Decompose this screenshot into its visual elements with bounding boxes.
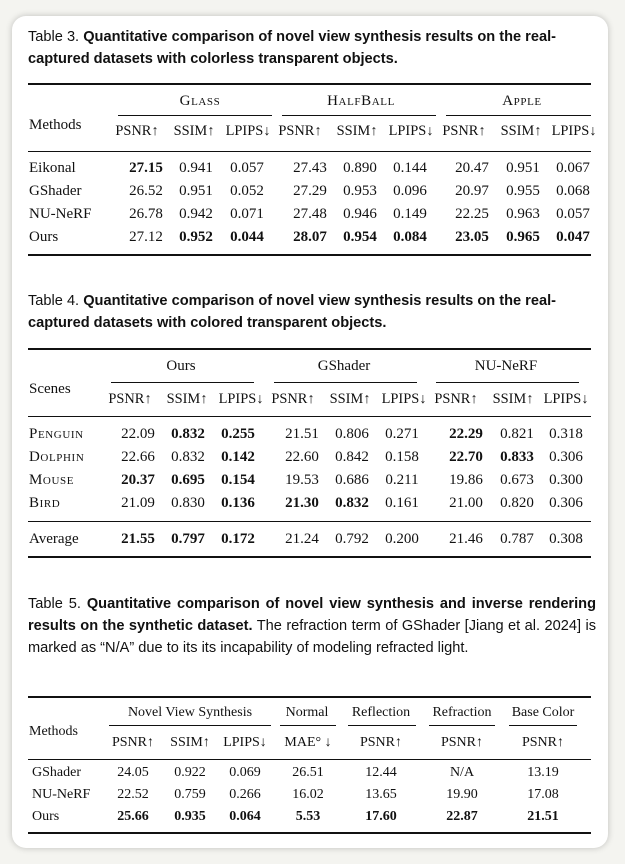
table3-row-label: Ours	[29, 229, 59, 245]
table4-cell: 0.806	[335, 426, 369, 442]
table3-cell: 0.953	[343, 183, 377, 199]
table3-metric: PSNR↑	[115, 123, 159, 139]
table3-cell: 27.43	[293, 160, 327, 176]
table4-metric: PSNR↑	[434, 391, 478, 407]
table5-cell: 22.87	[446, 809, 478, 824]
table4-average-cell: 21.55	[121, 531, 155, 547]
table4-average-cell: 21.24	[285, 531, 319, 547]
table3-cell: 0.952	[179, 229, 213, 245]
table4-cell: 0.832	[335, 495, 369, 511]
table4-cell: 0.136	[221, 495, 255, 511]
table3-cell: 0.144	[393, 160, 427, 176]
table3-header-rule	[28, 151, 591, 152]
table3-cell: 0.951	[506, 160, 540, 176]
table5-metric: PSNR↑	[359, 735, 403, 750]
table5-metric: PSNR↑	[521, 735, 565, 750]
table4-cell: 0.673	[500, 472, 534, 488]
table3-bottom-rule	[28, 254, 591, 256]
table4-bottom-rule	[28, 556, 591, 558]
table3-metric: SSIM↑	[173, 123, 215, 139]
table3-group-rule	[118, 115, 272, 116]
table3-cell: 0.068	[556, 183, 590, 199]
table4-metric: LPIPS↓	[218, 391, 264, 407]
table5-group-rule	[280, 725, 336, 726]
table3-cell: 0.951	[179, 183, 213, 199]
table4-cell: 0.318	[549, 426, 583, 442]
table5-cell: 12.44	[365, 765, 397, 780]
table3-group-halfball: HalfBall	[327, 93, 395, 109]
table3-caption-label: Table 3.	[28, 29, 80, 45]
table4-group-ours: Ours	[166, 358, 196, 374]
table4-metric: SSIM↑	[329, 391, 371, 407]
paper-card	[12, 16, 608, 848]
table5-group-base-color: Base Color	[511, 705, 575, 720]
table3-cell: 27.15	[129, 160, 163, 176]
table3-cell: 0.149	[393, 206, 427, 222]
table4-metric: SSIM↑	[166, 391, 208, 407]
table4-cell: 0.830	[171, 495, 205, 511]
table3-cell: 0.057	[556, 206, 590, 222]
table3-cell: 26.78	[129, 206, 163, 222]
table3-cell: 20.97	[455, 183, 489, 199]
table4-row-label: Dolphin	[29, 449, 85, 465]
table5-metric: MAE° ↓	[284, 735, 332, 750]
table5-metric: SSIM↑	[170, 735, 210, 750]
table5-cell: 0.069	[229, 765, 261, 780]
table5-cell: 19.90	[446, 787, 478, 802]
table3-cell: 0.954	[343, 229, 377, 245]
table5-bottom-rule	[28, 832, 591, 834]
table3-cell: 0.941	[179, 160, 213, 176]
table3-metric: LPIPS↓	[388, 123, 434, 139]
table4-cell: 0.300	[549, 472, 583, 488]
table4-cell: 0.154	[221, 472, 255, 488]
table3-row-label: Eikonal	[29, 160, 76, 176]
table5-cell: 0.759	[174, 787, 206, 802]
table4-group-rule	[436, 382, 579, 383]
table4-cell: 0.820	[500, 495, 534, 511]
table4-cell: 22.66	[121, 449, 155, 465]
table3-metric: SSIM↑	[336, 123, 378, 139]
table3-cell: 0.965	[506, 229, 540, 245]
table5-cell: 22.52	[117, 787, 149, 802]
table4-metric: SSIM↑	[492, 391, 534, 407]
table4-cell: 0.695	[171, 472, 205, 488]
table4-cell: 0.686	[335, 472, 369, 488]
table3-cell: 0.955	[506, 183, 540, 199]
table4-top-rule	[28, 348, 591, 350]
table5-group-rule	[429, 725, 495, 726]
table3-cell: 0.096	[393, 183, 427, 199]
table3-cell: 0.946	[343, 206, 377, 222]
table4-row-label: Mouse	[29, 472, 75, 488]
table4-cell: 0.833	[500, 449, 534, 465]
table3-cell: 0.067	[556, 160, 590, 176]
table3-row-label: GShader	[29, 183, 82, 199]
table4-metric: LPIPS↓	[381, 391, 427, 407]
table5-cell: 0.922	[174, 765, 206, 780]
table5-cell: 0.266	[229, 787, 261, 802]
table4-average-cell: 21.46	[449, 531, 483, 547]
table4-cell: 0.255	[221, 426, 255, 442]
table5-caption-bold: Quantitative comparison of novel view synthesis and inverse rendering results on the synthetic dataset.	[28, 596, 596, 634]
table5-caption	[28, 593, 596, 659]
table5-group-normal: Normal	[285, 705, 329, 720]
table3-metric: LPIPS↓	[551, 123, 597, 139]
table5-cell: 13.65	[365, 787, 397, 802]
table4-group-rule	[111, 382, 254, 383]
table5-cell: 17.08	[527, 787, 559, 802]
table4-caption-label: Table 4.	[28, 293, 80, 309]
table4-cell: 22.09	[121, 426, 155, 442]
table3-cell: 27.29	[293, 183, 327, 199]
table4-group-nu-nerf: NU-NeRF	[474, 358, 538, 374]
table4-cell: 22.29	[449, 426, 483, 442]
table4-row-label: Bird	[29, 495, 61, 511]
table5-metric: LPIPS↓	[223, 735, 267, 750]
table5-cell: 16.02	[292, 787, 324, 802]
table5-cell: 5.53	[295, 809, 321, 824]
table5-row-label: Ours	[32, 809, 60, 824]
table4-metric: PSNR↑	[108, 391, 152, 407]
table5-caption-label: Table 5.	[28, 596, 81, 612]
table3-cell: 0.052	[230, 183, 264, 199]
table5-group-refraction: Refraction	[432, 705, 492, 720]
table5-row-label: GShader	[32, 765, 81, 780]
table4-cell: 0.161	[385, 495, 419, 511]
table4-average-cell: 0.797	[171, 531, 205, 547]
table3-metric: PSNR↑	[278, 123, 322, 139]
table5-group-rule	[348, 725, 416, 726]
table3-cell: 28.07	[293, 229, 327, 245]
table3-cell: 0.890	[343, 160, 377, 176]
table3-cell: 0.071	[230, 206, 264, 222]
table5-caption-text: The refraction term of GShader [Jiang et al. 2024] is marked as “N/A” due to its its incapability of modeling refracted light.	[28, 618, 596, 656]
table3-cell: 20.47	[455, 160, 489, 176]
table4-cell: 19.53	[285, 472, 319, 488]
table4-cell: 0.832	[171, 426, 205, 442]
table5-cell: N/A	[449, 765, 475, 780]
table4-cell: 0.842	[335, 449, 369, 465]
table3-group-rule	[282, 115, 436, 116]
table5-row-header: Methods	[29, 724, 78, 739]
table4-cell: 21.51	[285, 426, 319, 442]
table3-cell: 23.05	[455, 229, 489, 245]
table4-cell: 0.142	[221, 449, 255, 465]
table4-cell: 0.158	[385, 449, 419, 465]
table3-row-label: NU-NeRF	[29, 206, 92, 222]
table3-top-rule	[28, 83, 591, 85]
table5-group-rule	[109, 725, 271, 726]
table5-group-nvs: Novel View Synthesis	[127, 705, 253, 720]
table4-average-cell: 0.308	[549, 531, 583, 547]
table4-group-rule	[274, 382, 417, 383]
table3-metric: LPIPS↓	[225, 123, 271, 139]
table3-cell: 0.084	[393, 229, 427, 245]
table5-metric: PSNR↑	[440, 735, 484, 750]
table5-metric: PSNR↑	[111, 735, 155, 750]
table4-metric: PSNR↑	[271, 391, 315, 407]
table4-cell: 22.60	[285, 449, 319, 465]
table4-caption	[28, 290, 596, 334]
table4-cell: 0.832	[171, 449, 205, 465]
table3-cell: 22.25	[455, 206, 489, 222]
table4-cell: 0.211	[385, 472, 419, 488]
table4-average-cell: 0.787	[500, 531, 534, 547]
table5-group-reflection: Reflection	[351, 705, 411, 720]
table4-cell: 21.30	[285, 495, 319, 511]
table5-cell: 21.51	[527, 809, 559, 824]
table3-cell: 0.044	[230, 229, 264, 245]
table3-cell: 26.52	[129, 183, 163, 199]
table3-caption-text: Quantitative comparison of novel view synthesis results on the real-captured datasets with colorless transparent objects.	[28, 29, 556, 67]
table4-cell: 20.37	[121, 472, 155, 488]
table4-header-rule	[28, 416, 591, 417]
table3-cell: 0.942	[179, 206, 213, 222]
table3-row-header: Methods	[29, 117, 82, 133]
table4-cell: 0.821	[500, 426, 534, 442]
table3-group-apple: Apple	[502, 93, 542, 109]
table3-metric: SSIM↑	[500, 123, 542, 139]
table4-group-gshader: GShader	[317, 358, 371, 374]
table4-row-header: Scenes	[29, 381, 71, 397]
table4-average-cell: 0.172	[221, 531, 255, 547]
table4-cell: 0.306	[549, 495, 583, 511]
table4-metric: LPIPS↓	[543, 391, 589, 407]
table5-cell: 0.064	[229, 809, 261, 824]
table4-cell: 22.70	[449, 449, 483, 465]
table5-row-label: NU-NeRF	[32, 787, 91, 802]
table5-header-rule	[28, 759, 591, 760]
table5-cell: 17.60	[365, 809, 397, 824]
table5-cell: 13.19	[527, 765, 559, 780]
table3-cell: 27.48	[293, 206, 327, 222]
table5-cell: 24.05	[117, 765, 149, 780]
table3-caption	[28, 26, 596, 70]
table4-cell: 21.00	[449, 495, 483, 511]
table5-group-rule	[509, 725, 577, 726]
table4-average-rule	[28, 521, 591, 522]
table3-cell: 0.057	[230, 160, 264, 176]
table3-cell: 0.963	[506, 206, 540, 222]
table5-cell: 26.51	[292, 765, 324, 780]
table4-average-label: Average	[29, 531, 79, 547]
table4-cell: 0.271	[385, 426, 419, 442]
table5-cell: 0.935	[174, 809, 206, 824]
table4-average-cell: 0.200	[385, 531, 419, 547]
table4-cell: 21.09	[121, 495, 155, 511]
table4-row-label: Penguin	[29, 426, 84, 442]
table5-cell: 25.66	[117, 809, 149, 824]
table3-group-rule	[446, 115, 591, 116]
table3-metric: PSNR↑	[442, 123, 486, 139]
table3-cell: 27.12	[129, 229, 163, 245]
table5-top-rule	[28, 696, 591, 698]
table3-cell: 0.047	[556, 229, 590, 245]
table3-group-glass: Glass	[179, 93, 221, 109]
table4-cell: 19.86	[449, 472, 483, 488]
table4-cell: 0.306	[549, 449, 583, 465]
table4-caption-text: Quantitative comparison of novel view synthesis results on the real-captured datasets with colored transparent objects.	[28, 293, 556, 331]
table4-average-cell: 0.792	[335, 531, 369, 547]
